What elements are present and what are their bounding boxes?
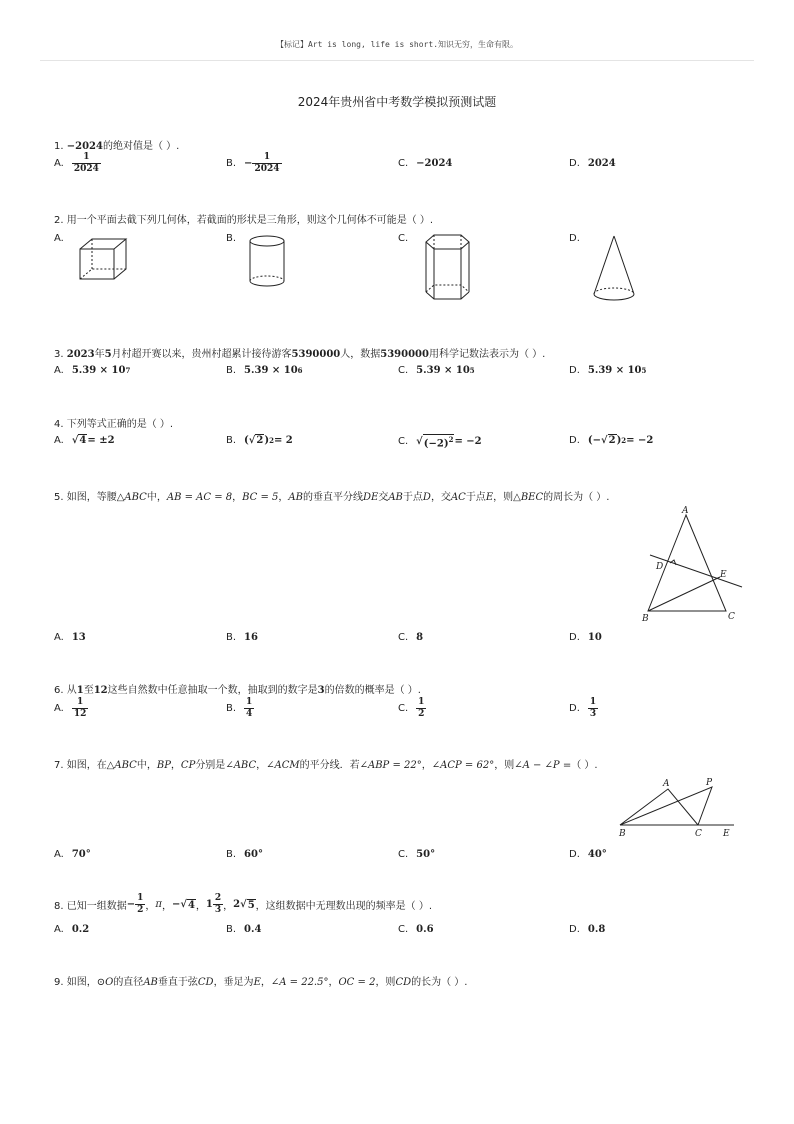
question-1-option-c[interactable]: C. −2024 [398,158,453,169]
question-3-option-c[interactable]: C. 5.39 × 10 5 [398,365,475,376]
question-7-option-c[interactable]: C. 50° [398,849,436,860]
question-4-option-b[interactable]: B. (√ 2 ) 2 = 2 [226,434,293,446]
page-header-motto: 【标记】Art is long, life is short.知识无穷，生命有限。 [275,40,519,49]
question-7-option-a[interactable]: A. 70° [54,849,91,860]
fraction: $\frac{1}{2024}$ [254,152,280,174]
fig-label-a: A [663,779,670,789]
cube-icon [78,237,130,281]
question-4-option-d[interactable]: D. (− √ 2 ) 2 = −2 [569,434,654,446]
question-2-option-b[interactable]: B. [226,233,237,244]
question-1-stem: 1. −2024的绝对值是（ ）. [54,141,180,152]
fig-label-a: A [682,506,689,516]
fig-label-p: P [706,778,713,788]
question-1-option-d[interactable]: D. 2024 [569,158,616,169]
cone-icon [592,234,638,302]
fig-label-c: C [695,829,702,839]
question-5-option-c[interactable]: C. 8 [398,632,424,643]
question-5-option-d[interactable]: D. 10 [569,632,602,643]
question-6-option-a[interactable]: A. $\frac{1}{12}$ [54,697,87,719]
question-6-stem: 6. 从1至12这些自然数中任意抽取一个数，抽取到的数字是3的倍数的概率是（ ）. [54,685,421,696]
fig-label-d: D [656,562,664,572]
triangle-bisector-figure [636,503,748,627]
hexagonal-prism-icon [423,233,473,301]
question-7-option-d[interactable]: D. 40° [569,849,607,860]
question-8-option-a[interactable]: A. 0.2 [54,924,90,935]
question-2-option-c[interactable]: C. [398,233,409,244]
question-5-stem: 5. 如图，等腰△ABC中，AB = AC = 8，BC = 5，AB的垂直平分线DE交AB于点D，交AC于点E，则△BEC的周长为（ ）. [54,492,610,503]
question-3-option-a[interactable]: A. 5.39 × 10 7 [54,365,131,376]
question-4-option-c[interactable]: C. √ $(-2)^2$ = −2 [398,435,482,450]
question-6-option-c[interactable]: C. $\frac{1}{2}$ [398,697,425,719]
question-3-option-b[interactable]: B. 5.39 × 10 6 [226,365,303,376]
cylinder-icon [248,234,288,288]
question-8-stem: 8. 已知一组数据 − $\frac{1}{2}$ ， π ， − √ 4 ， 1 $\frac{2}{3}$ ， 2 √ 5 ，这组数据中无理数出现的频率是（ ）. [54,893,433,915]
question-9-stem: 9. 如图，⊙O的直径AB垂直于弦CD，垂足为E，∠A = 22.5°，OC = 2，则CD的长为（ ）. [54,977,468,988]
fig-label-e: E [720,570,727,580]
question-3-option-d[interactable]: D. 5.39 × 10 5 [569,365,647,376]
question-2-option-d[interactable]: D. [569,233,580,244]
question-7-stem: 7. 如图，在△ABC中，BP，CP分别是∠ABC，∠ACM的平分线．若∠ABP = 22°，∠ACP = 62°，则∠A − ∠P =（ ）. [54,760,598,771]
question-8-option-c[interactable]: C. 0.6 [398,924,434,935]
question-8-option-d[interactable]: D. 0.8 [569,924,606,935]
fig-label-b: B [642,614,649,624]
question-2-option-a[interactable]: A. [54,233,64,244]
fig-label-b: B [619,829,626,839]
fraction: $\frac{1}{2024}$ [73,152,99,174]
question-8-option-b[interactable]: B. 0.4 [226,924,262,935]
header-divider [40,60,754,61]
question-1-option-b[interactable]: B. − $\frac{1}{2024}$ [226,152,280,174]
question-1-option-a[interactable]: A. $\frac{1}{2024}$ [54,152,99,174]
question-4-stem: 4. 下列等式正确的是（ ）. [54,419,174,430]
angle-bisector-figure [616,775,740,839]
question-7-option-b[interactable]: B. 60° [226,849,263,860]
question-3-stem: 3. 2023年5月村超开赛以来，贵州村超累计接待游客5390000人，数据5390000用科学记数法表示为（ ）. [54,349,546,360]
math: −2024 [66,141,103,152]
question-6-option-d[interactable]: D. $\frac{1}{3}$ [569,697,597,719]
question-5-option-b[interactable]: B. 16 [226,632,258,643]
question-6-option-b[interactable]: B. $\frac{1}{4}$ [226,697,253,719]
fig-label-c: C [728,612,735,622]
question-5-option-a[interactable]: A. 13 [54,632,86,643]
page-title: 2024年贵州省中考数学模拟预测试题 [297,95,497,109]
question-2-stem: 2. 用一个平面去截下列几何体，若截面的形状是三角形，则这个几何体不可能是（ ）. [54,215,434,226]
question-4-option-a[interactable]: A. √ 4 = ±2 [54,434,115,446]
fig-label-e: E [723,829,730,839]
